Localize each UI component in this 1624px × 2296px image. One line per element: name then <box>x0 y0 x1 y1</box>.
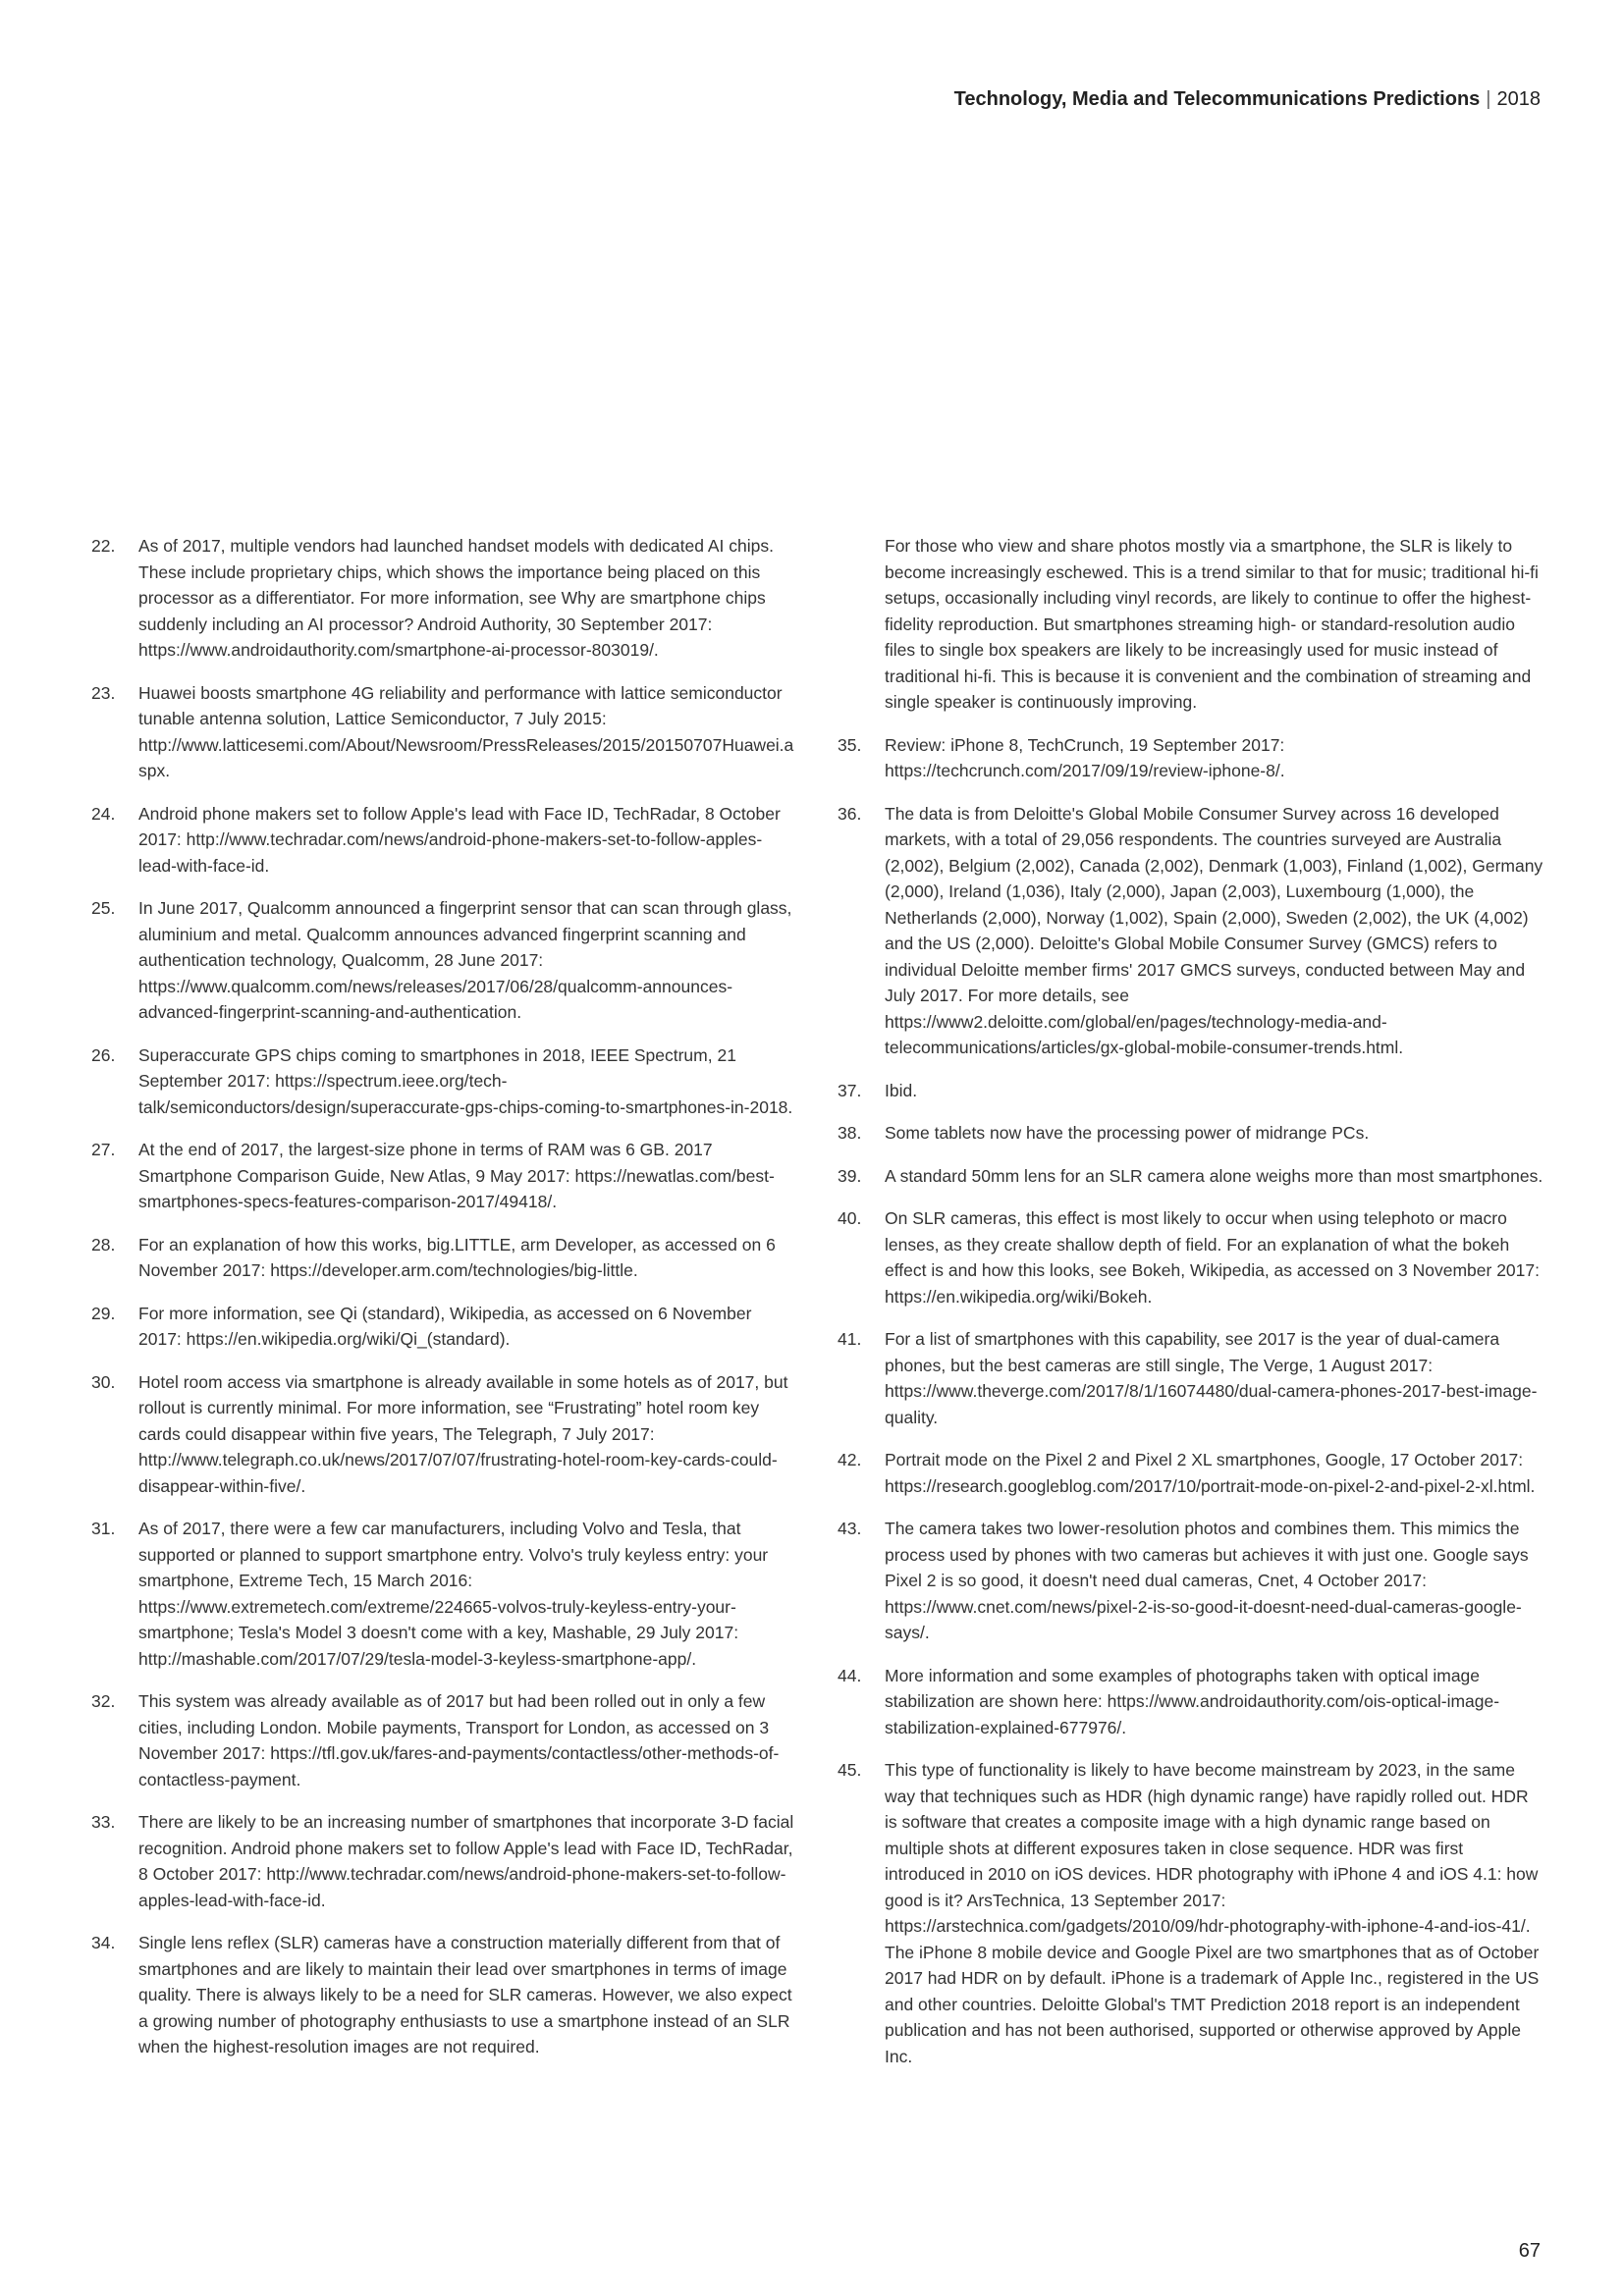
endnote-text: A standard 50mm lens for an SLR camera alone weighs more than most smartphones. <box>885 1165 1543 1186</box>
endnote <box>91 1042 798 1121</box>
endnote-text: This system was already available as of 2017 but had been rolled out in only a few cities, including London. Mobile payments, Transport for London, as accessed on 3 November 2017: https://tfl.gov.uk/fares-and-payments/contactless/other-methods-of-contactless-payment. <box>138 1691 780 1789</box>
endnote <box>838 1447 1544 1499</box>
header-separator: | <box>1486 88 1491 110</box>
endnote-text: Some tablets now have the processing power of midrange PCs. <box>885 1123 1370 1143</box>
endnote-number: 33. <box>91 1812 116 1832</box>
endnote <box>838 1326 1544 1430</box>
endnote-text: Ibid. <box>885 1080 918 1100</box>
endnote-text: There are likely to be an increasing number of smartphones that incorporate 3-D facial recognition. Android phone makers set to follow Apple's lead with Face ID, TechRadar, 8 October 2017: http://www.techradar.com/news/android-phone-makers-set-to-follow-apples-lead-with-face-id. <box>138 1812 794 1910</box>
endnote-number: 45. <box>838 1760 862 1780</box>
page-number: 67 <box>1518 2240 1541 2262</box>
endnote <box>91 1930 798 2060</box>
endnote-number: 39. <box>838 1165 862 1186</box>
endnote-number: 29. <box>91 1303 116 1323</box>
endnote <box>838 801 1544 1061</box>
endnote-text: Hotel room access via smartphone is already available in some hotels as of 2017, but rollout is currently minimal. For more information, see “Frustrating” hotel room key cards could disappear within five years, The Telegraph, 7 July 2017: http://www.telegraph.co.uk/news/2017/07/07/frustrating-hotel-room-key-cards-could-disappear-within-five/. <box>138 1371 788 1496</box>
endnote-text: Huawei boosts smartphone 4G reliability and performance with lattice semiconductor tunable antenna solution, Lattice Semiconductor, 7 July 2015: http://www.latticesemi.com/About/Newsroom/PressReleases/2015/20150707Huawei.aspx. <box>138 682 794 780</box>
endnote-number: 38. <box>838 1123 862 1143</box>
endnote-number: 44. <box>838 1665 862 1685</box>
endnote-text: Review: iPhone 8, TechCrunch, 19 September 2017: https://techcrunch.com/2017/09/19/review-iphone-8/. <box>885 734 1285 780</box>
endnote <box>91 533 798 664</box>
endnote <box>91 1516 798 1672</box>
report-year: 2018 <box>1496 88 1541 110</box>
endnote-text: Superaccurate GPS chips coming to smartphones in 2018, IEEE Spectrum, 21 September 2017: https://spectrum.ieee.org/tech-talk/semiconductors/design/superaccurate-gps-chips-coming-to-smartphones-in-2018. <box>138 1044 793 1117</box>
endnote-number: 34. <box>91 1933 116 1952</box>
endnote-number: 35. <box>838 734 862 755</box>
endnote <box>91 680 798 784</box>
endnote-number: 27. <box>91 1140 116 1159</box>
endnote-text: For a list of smartphones with this capability, see 2017 is the year of dual-camera phones, but the best cameras are still single, The Verge, 1 August 2017: https://www.theverge.com/2017/8/1/16074480/dual-camera-phones-2017-best-image-quality. <box>885 1329 1538 1427</box>
endnote-number: 42. <box>838 1450 862 1469</box>
endnote-text: For more information, see Qi (standard), Wikipedia, as accessed on 6 November 2017: https://en.wikipedia.org/wiki/Qi_(standard). <box>138 1303 752 1349</box>
endnote <box>91 895 798 1026</box>
endnote-number: 32. <box>91 1691 116 1711</box>
endnote <box>838 1163 1544 1190</box>
endnote-number: 22. <box>91 536 116 556</box>
endnote-text: This type of functionality is likely to have become mainstream by 2023, in the same way that techniques such as HDR (high dynamic range) have rapidly rolled out. HDR is software that creates a composite image with a high dynamic range based on multiple shots at different exposures taken in close sequence. HDR was first introduced in 2010 on iOS devices. HDR photography with iPhone 4 and iOS 4.1: how good is it? ArsTechnica, 13 September 2017: https://arstechnica.com/gadgets/2010/09/hdr-photography-with-iphone-4-and-ios-41/. The iPhone 8 mobile device and Google Pixel are two smartphones that as of October 2017 had HDR on by default. iPhone is a trademark of Apple Inc., registered in the US and other countries. Deloitte Global's TMT Prediction 2018 report is an independent publication and has not been authorised, supported or otherwise approved by Apple Inc. <box>885 1760 1540 2066</box>
endnote-text: Portrait mode on the Pixel 2 and Pixel 2 XL smartphones, Google, 17 October 2017: https://research.googleblog.com/2017/10/portrait-mode-on-pixel-2-and-pixel-2-xl.html. <box>885 1450 1536 1496</box>
endnote <box>838 1663 1544 1741</box>
endnote-number: 24. <box>91 803 116 824</box>
endnote-number: 31. <box>91 1519 116 1538</box>
endnote-text: Single lens reflex (SLR) cameras have a construction materially different from that of smartphones and are likely to maintain their lead over smartphones in terms of image quality. There is always likely to be a need for SLR cameras. However, we also expect a growing number of photography enthusiasts to use a smartphone instead of an SLR when the highest-resolution images are not required. <box>138 1933 792 2056</box>
endnote-number: 30. <box>91 1371 116 1392</box>
endnotes-left-column <box>91 533 798 2077</box>
endnote <box>91 1137 798 1215</box>
endnote <box>838 1757 1544 2069</box>
endnote-number: 37. <box>838 1080 862 1100</box>
endnote-text: For those who view and share photos mostly via a smartphone, the SLR is likely to become increasingly eschewed. This is a trend similar to that for music; traditional hi-fi setups, occasionally including vinyl records, are likely to continue to offer the highest-fidelity reproduction. But smartphones streaming high- or standard-resolution audio files to single box speakers are likely to be increasingly used for music instead of traditional hi-fi. This is because it is convenient and the combination of streaming and single speaker is continuously improving. <box>885 536 1539 712</box>
endnote-text: More information and some examples of photographs taken with optical image stabilization are shown here: https://www.androidauthority.com/ois-optical-image-stabilization-explained-677976/. <box>885 1665 1500 1737</box>
endnote <box>91 1809 798 1913</box>
endnote <box>838 1120 1544 1147</box>
endnote-text: For an explanation of how this works, big.LITTLE, arm Developer, as accessed on 6 November 2017: https://developer.arm.com/technologies/big-little. <box>138 1234 776 1280</box>
endnote <box>91 1688 798 1792</box>
endnote-34-continuation <box>838 533 1544 716</box>
endnote-number: 26. <box>91 1044 116 1065</box>
report-title: Technology, Media and Telecommunications Predictions <box>953 88 1481 110</box>
endnote-text: On SLR cameras, this effect is most likely to occur when using telephoto or macro lenses, as they create shallow depth of field. For an explanation of what the bokeh effect is and how this looks, see Bokeh, Wikipedia, as accessed on 3 November 2017: https://en.wikipedia.org/wiki/Bokeh. <box>885 1208 1540 1307</box>
endnote <box>91 1301 798 1353</box>
endnote-text: Android phone makers set to follow Apple's lead with Face ID, TechRadar, 8 October 2017: http://www.techradar.com/news/android-phone-makers-set-to-follow-apples-lead-with-face-id. <box>138 803 781 876</box>
endnote <box>91 1232 798 1284</box>
endnote-text: The camera takes two lower-resolution photos and combines them. This mimics the process used by phones with two cameras but achieves it with just one. Google says Pixel 2 is so good, it doesn't need dual cameras, Cnet, 4 October 2017: https://www.cnet.com/news/pixel-2-is-so-good-it-doesnt-need-dual-cameras-google-says/. <box>885 1519 1529 1642</box>
endnote-text: As of 2017, multiple vendors had launched handset models with dedicated AI chips. These include proprietary chips, which shows the importance being placed on this processor as a differentiator. For more information, see Why are smartphone chips suddenly including an AI processor? Android Authority, 30 September 2017: https://www.androidauthority.com/smartphone-ai-processor-803019/. <box>138 536 774 660</box>
endnote <box>838 732 1544 784</box>
endnotes-right-column <box>838 533 1544 2086</box>
endnote <box>91 801 798 880</box>
endnote-number: 23. <box>91 682 116 703</box>
endnote-number: 36. <box>838 803 862 824</box>
endnote-number: 28. <box>91 1234 116 1255</box>
endnote-number: 40. <box>838 1208 862 1228</box>
endnote <box>838 1516 1544 1646</box>
endnote-text: As of 2017, there were a few car manufacturers, including Volvo and Tesla, that supported or planned to support smartphone entry. Volvo's truly keyless entry: your smartphone, Extreme Tech, 15 March 2016: https://www.extremetech.com/extreme/224665-volvos-truly-keyless-entry-your-smartphone; Tesla's Model 3 doesn't come with a key, Mashable, 29 July 2017: http://mashable.com/2017/07/29/tesla-model-3-keyless-smartphone-app/. <box>138 1519 769 1669</box>
endnote <box>838 1205 1544 1309</box>
running-header <box>954 88 1541 111</box>
endnote-text: At the end of 2017, the largest-size phone in terms of RAM was 6 GB. 2017 Smartphone Comparison Guide, New Atlas, 9 May 2017: https://newatlas.com/best-smartphones-specs-features-comparison-2017/49418/. <box>138 1140 775 1211</box>
endnote-number: 43. <box>838 1519 862 1538</box>
endnote <box>838 1078 1544 1104</box>
endnote-text: The data is from Deloitte's Global Mobile Consumer Survey across 16 developed markets, with a total of 29,056 respondents. The countries surveyed are Australia (2,002), Belgium (2,002), Canada (2,002), Denmark (1,003), Finland (1,002), Germany (2,000), Ireland (1,036), Italy (2,000), Japan (2,003), Luxembourg (1,000), the Netherlands (2,000), Norway (1,002), Spain (2,000), Sweden (2,002), the UK (4,002) and the US (2,000). Deloitte's Global Mobile Consumer Survey (GMCS) refers to individual Deloitte member firms' 2017 GMCS surveys, conducted between May and July 2017. For more details, see https://www2.deloitte.com/global/en/pages/technology-media-and-telecommunications/articles/gx-global-mobile-consumer-trends.html. <box>885 803 1543 1057</box>
endnote-number: 41. <box>838 1329 862 1349</box>
endnote-number: 25. <box>91 898 116 918</box>
endnote <box>91 1369 798 1500</box>
endnote-text: In June 2017, Qualcomm announced a fingerprint sensor that can scan through glass, aluminium and metal. Qualcomm announces advanced fingerprint scanning and authentication technology, Qualcomm, 28 June 2017: https://www.qualcomm.com/news/releases/2017/06/28/qualcomm-announces-advanced-fingerprint-scanning-and-authentication. <box>138 898 792 1022</box>
